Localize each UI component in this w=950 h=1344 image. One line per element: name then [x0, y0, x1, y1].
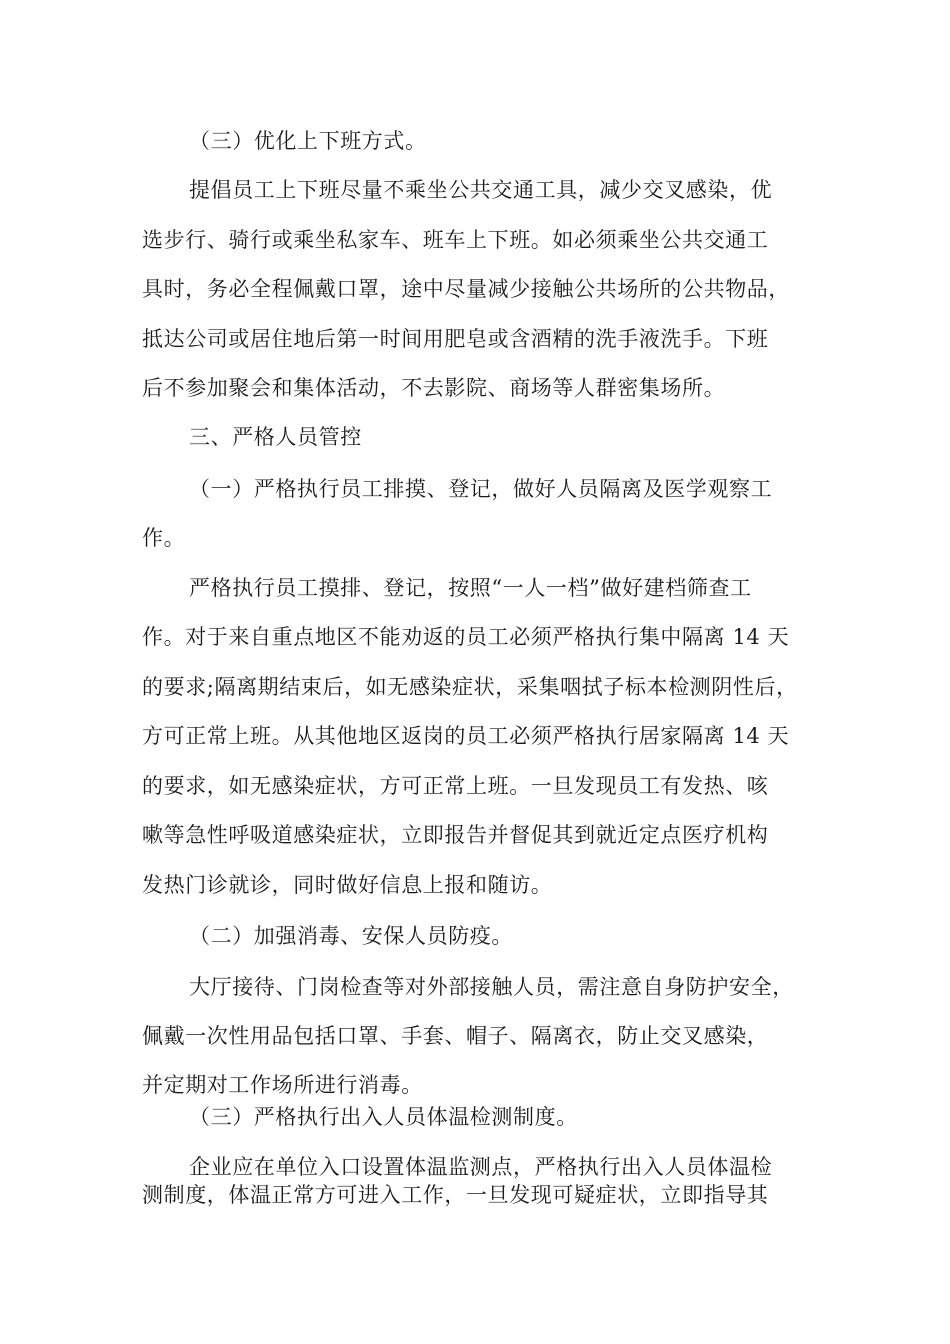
paragraph-line: 嗽等急性呼吸道感染症状，立即报告并督促其到就近定点医疗机构 [142, 823, 769, 847]
paragraph-line: 并定期对工作场所进行消毒。 [142, 1073, 423, 1097]
subheading-screening-cont: 作。 [142, 526, 186, 550]
paragraph-line: 佩戴一次性用品包括口罩、手套、帽子、隔离衣，防止交叉感染， [142, 1024, 769, 1048]
section-heading: 三、严格人员管控 [189, 425, 362, 449]
subheading-screening: （一）严格执行员工排摸、登记，做好人员隔离及医学观察工 [189, 477, 773, 501]
paragraph-line: 方可正常上班。从其他地区返岗的员工必须严格执行居家隔离 14 天 [142, 724, 790, 748]
paragraph-line: 作。对于来自重点地区不能劝返的员工必须严格执行集中隔离 14 天 [142, 625, 790, 649]
paragraph-line: 严格执行员工摸排、登记，按照“一人一档”做好建档筛查工 [189, 576, 752, 600]
paragraph-line: 测制度，体温正常方可进入工作，一旦发现可疑症状，立即指导其 [142, 1183, 769, 1207]
paragraph-line: 后不参加聚会和集体活动，不去影院、商场等人群密集场所。 [142, 376, 726, 400]
subheading-temperature: （三）严格执行出入人员体温检测制度。 [189, 1105, 578, 1129]
paragraph-line: 抵达公司或居住地后第一时间用肥皂或含酒精的洗手液洗手。下班 [142, 327, 769, 351]
paragraph-line: 提倡员工上下班尽量不乘坐公共交通工具，减少交叉感染，优 [189, 178, 773, 202]
paragraph-line: 选步行、骑行或乘坐私家车、班车上下班。如必须乘坐公共交通工 [142, 228, 769, 252]
paragraph-line: 的要求，如无感染症状，方可正常上班。一旦发现员工有发热、咳 [142, 774, 769, 798]
paragraph-line: 企业应在单位入口设置体温监测点，严格执行出入人员体温检 [189, 1155, 773, 1179]
paragraph-line: 具时，务必全程佩戴口罩，途中尽量减少接触公共场所的公共物品， [142, 277, 790, 301]
paragraph-line: 发热门诊就诊，同时做好信息上报和随访。 [142, 873, 553, 897]
paragraph-line: 的要求;隔离期结束后，如无感染症状，采集咽拭子标本检测阴性后， [142, 675, 798, 699]
subheading-disinfection: （二）加强消毒、安保人员防疫。 [189, 924, 513, 948]
subheading-commute: （三）优化上下班方式。 [189, 129, 427, 153]
paragraph-line: 大厅接待、门岗检查等对外部接触人员，需注意自身防护安全， [189, 975, 794, 999]
